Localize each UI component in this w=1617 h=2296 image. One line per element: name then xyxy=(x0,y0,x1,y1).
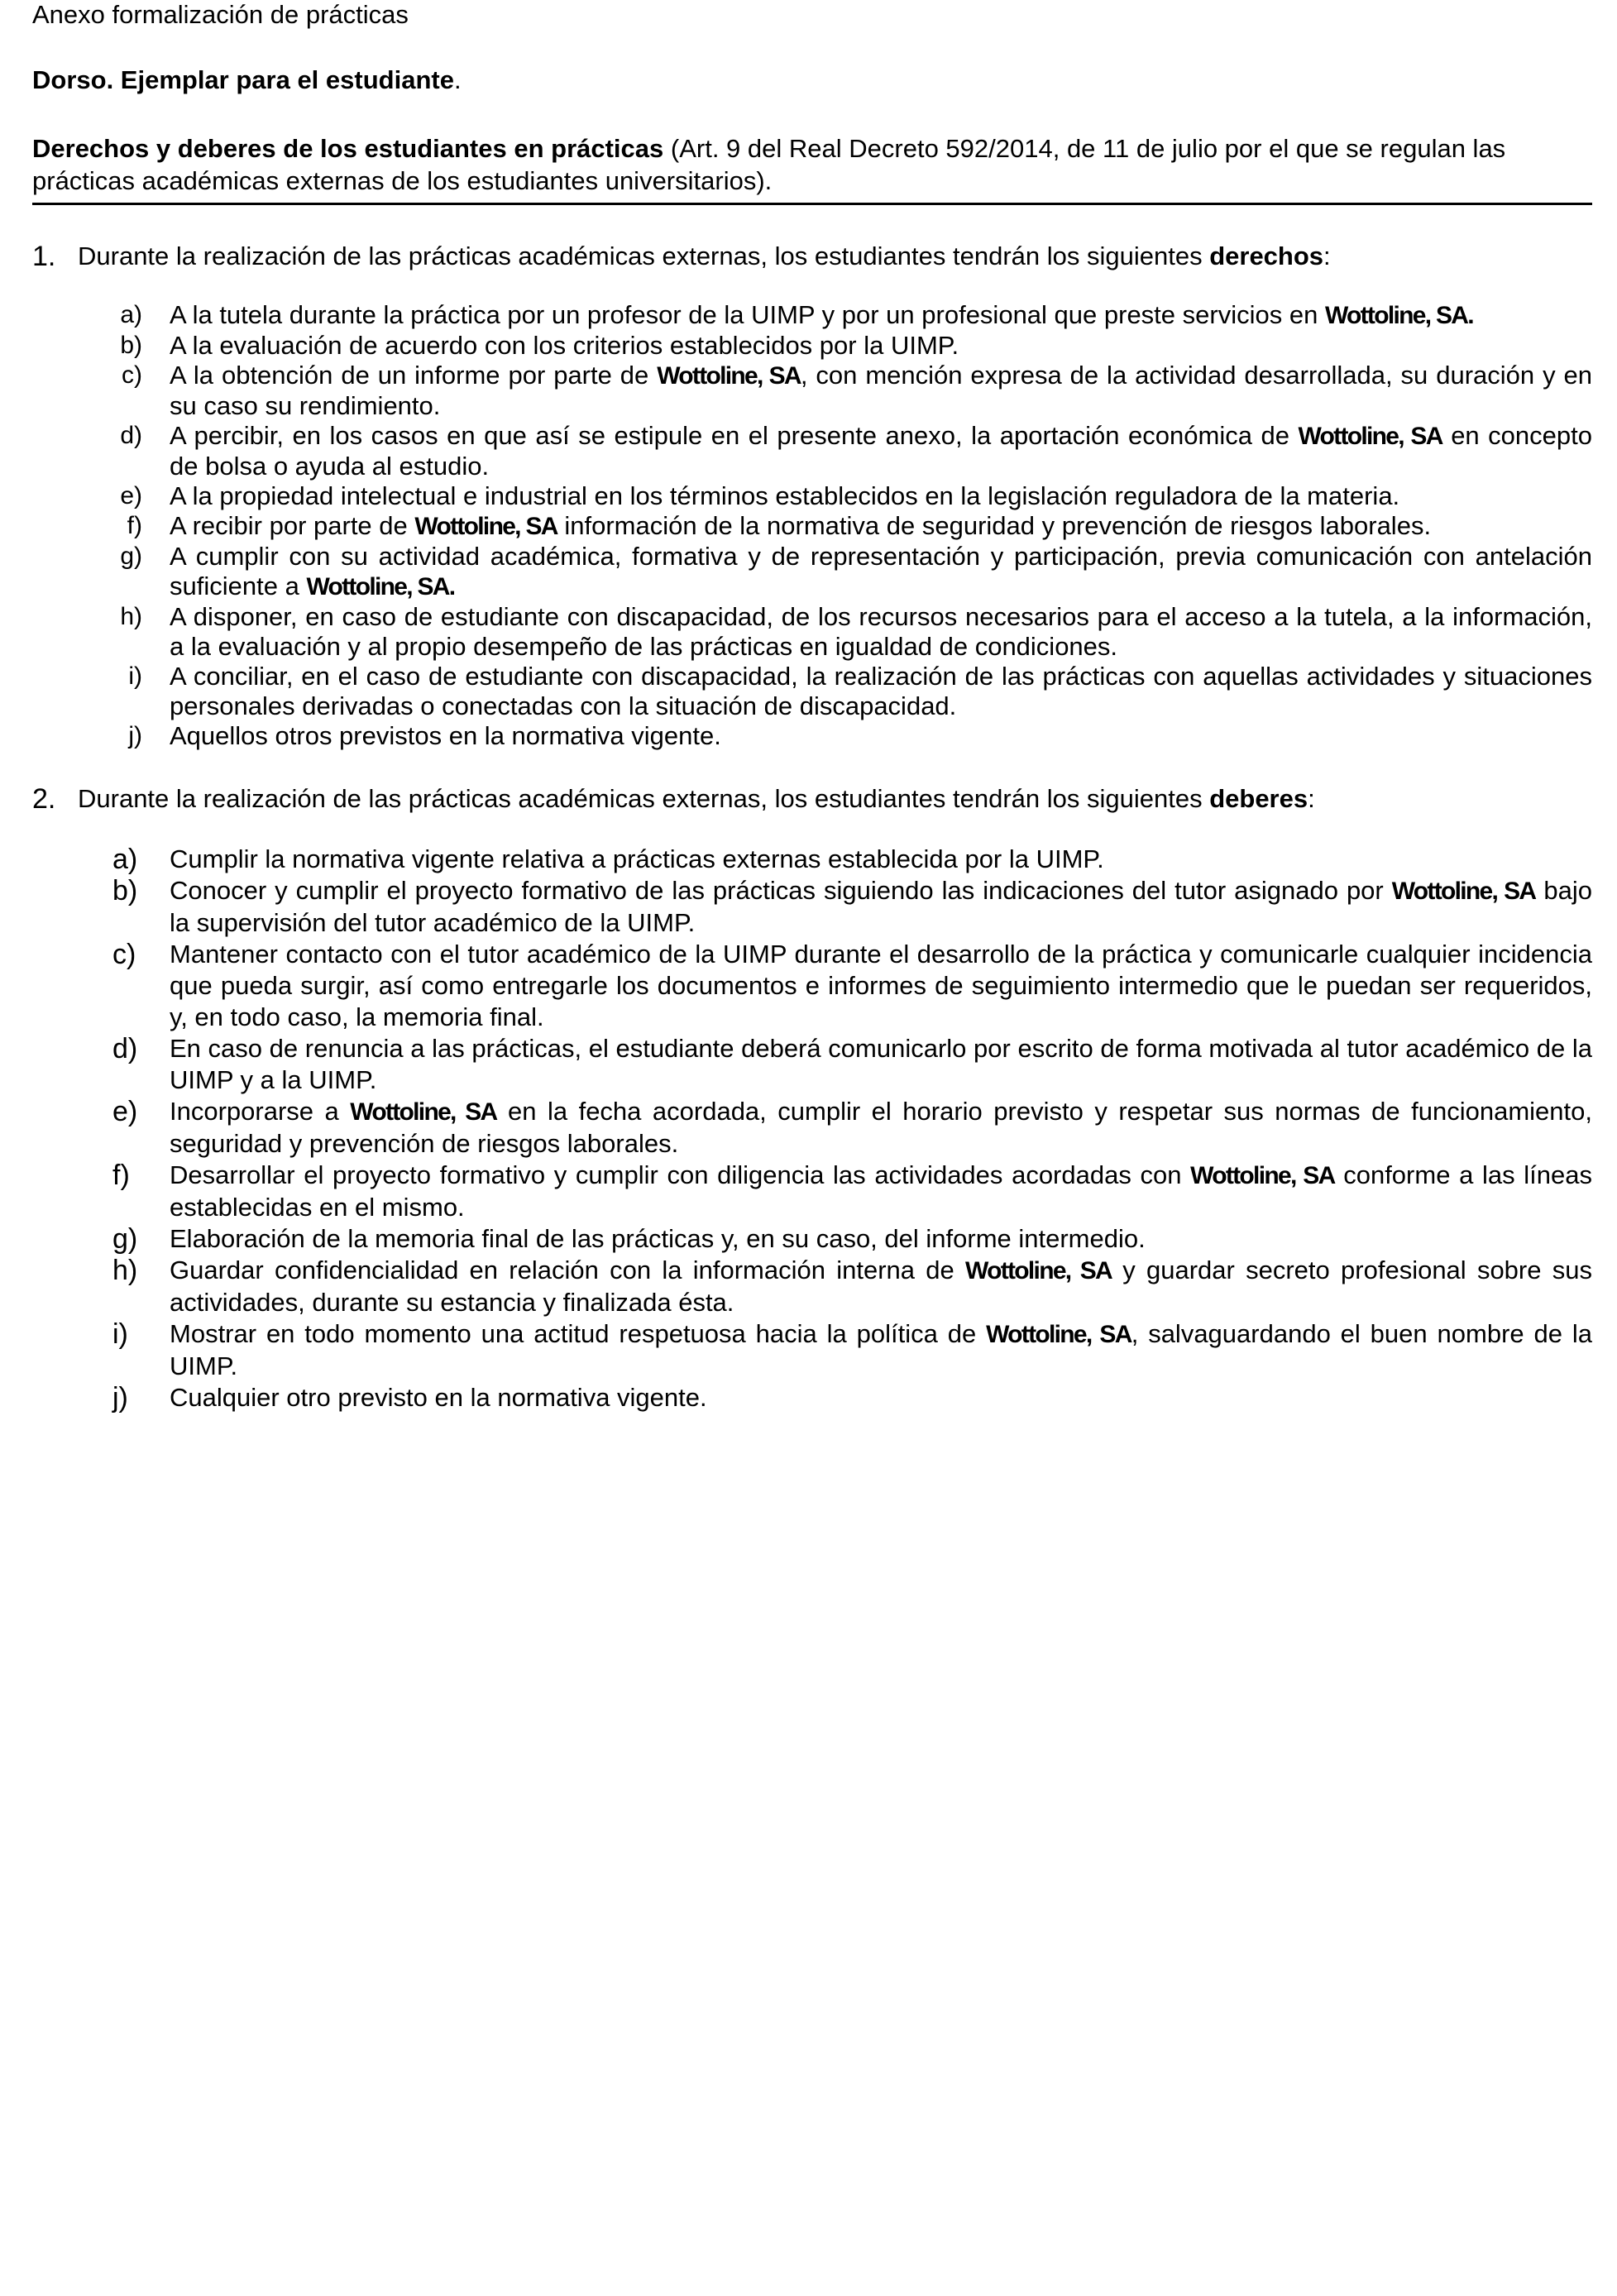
bold-text: deberes xyxy=(1209,784,1308,813)
text-run: A la evaluación de acuerdo con los criterios establecidos por la UIMP. xyxy=(170,331,959,360)
list-item xyxy=(32,1033,1592,1096)
text-run: Conocer y cumplir el proyecto formativo de las prácticas siguiendo las indicaciones del tutor asignado por xyxy=(170,876,1392,905)
list-item-text xyxy=(170,481,1592,511)
list-item xyxy=(32,1382,1592,1413)
list-item-label: i) xyxy=(128,662,142,690)
list-item-label: a) xyxy=(112,844,138,875)
bold-text: Dorso. Ejemplar para el estudiante xyxy=(32,65,454,94)
text-run: y guardar secreto profesional sobre sus actividades, durante su estancia y finalizada ésta. xyxy=(170,1256,1592,1317)
text-run: Elaboración de la memoria final de las prácticas y, en su caso, del informe intermedio. xyxy=(170,1224,1146,1253)
text-run: . xyxy=(453,65,462,94)
text-run: A percibir, en los casos en que así se estipule en el presente anexo, la aportación económica de xyxy=(170,421,1299,450)
text-run: A cumplir con su actividad académica, formativa y de representación y participación, previa comunicación con antelación suficiente a xyxy=(170,542,1592,600)
list-item-text xyxy=(170,1255,1592,1318)
list-item xyxy=(32,542,1592,602)
text-run: A la tutela durante la práctica por un profesor de la UIMP y por un profesional que preste servicios en xyxy=(170,300,1325,329)
section-heading xyxy=(32,783,1592,815)
text-run: en concepto de bolsa o ayuda al estudio. xyxy=(170,421,1592,481)
list-item-text xyxy=(170,844,1592,875)
text-run: , con mención expresa de la actividad desarrollada, su duración y en su caso su rendimiento. xyxy=(170,361,1592,420)
text-run: (Art. 9 del Real Decreto 592/2014, de 11 de julio por el que se regulan las prácticas académicas externas de los estudiantes universitarios). xyxy=(32,134,1506,195)
divider-rule xyxy=(32,203,1592,205)
list-item-text xyxy=(170,331,1592,361)
text-run: Aquellos otros previstos en la normativa vigente. xyxy=(170,721,721,750)
text-run: : xyxy=(1323,242,1331,270)
list-item-label: b) xyxy=(120,332,142,359)
list-item-label: g) xyxy=(112,1223,138,1255)
list-item-text xyxy=(170,1033,1592,1096)
text-run: Durante la realización de las prácticas académicas externas, los estudiantes tendrán los siguientes xyxy=(78,242,1210,270)
company-name: Wottoline, SA xyxy=(1391,878,1536,905)
section-duties xyxy=(32,783,1592,1413)
list-item-label: c) xyxy=(122,361,142,389)
text-run: conforme a las líneas establecidas en el mismo. xyxy=(170,1160,1593,1222)
list-item-text xyxy=(170,1160,1592,1223)
list-item-label: e) xyxy=(112,1096,138,1127)
list-item-label: d) xyxy=(120,422,142,449)
company-name: Wottoline, SA xyxy=(350,1098,497,1126)
list-item xyxy=(32,602,1592,662)
list-item xyxy=(32,300,1592,331)
section-heading-text xyxy=(78,241,1592,272)
list-item xyxy=(32,481,1592,511)
list-item xyxy=(32,875,1592,939)
company-name: Wottoline, SA. xyxy=(1324,302,1473,329)
text-run: en la fecha acordada, cumplir el horario previsto y respetar sus normas de funcionamiento, seguridad y prevención de riesgos laborales. xyxy=(170,1097,1592,1158)
section-heading xyxy=(32,241,1592,272)
text-run: A la obtención de un informe por parte de xyxy=(170,361,658,390)
list-item xyxy=(32,421,1592,481)
list-item-text xyxy=(170,1318,1592,1382)
text-run: bajo la supervisión del tutor académico de la UIMP. xyxy=(170,876,1592,937)
list-item-text xyxy=(170,361,1592,421)
company-name: Wottoline, SA xyxy=(986,1321,1131,1348)
company-name: Wottoline, SA xyxy=(965,1257,1112,1284)
list-item-label: a) xyxy=(120,301,142,328)
list-item-text xyxy=(170,511,1592,542)
text-run: A recibir por parte de xyxy=(170,511,415,540)
list-item-text xyxy=(170,300,1592,331)
list-item-label: j) xyxy=(112,1382,128,1413)
company-name: Wottoline, SA xyxy=(414,513,557,540)
text-run: Mantener contacto con el tutor académico de la UIMP durante el desarrollo de la práctica y comunicarle cualquier incidencia que pueda surgir, así como entregarle los documentos e informes de seguimiento intermedio que le puedan ser requeridos, y, en todo caso, la memoria final. xyxy=(170,940,1592,1031)
list-item-text xyxy=(170,939,1592,1033)
list-item-label: b) xyxy=(112,875,138,906)
text-run: Cumplir la normativa vigente relativa a prácticas externas establecida por la UIMP. xyxy=(170,844,1104,873)
list-item-label: h) xyxy=(112,1255,138,1286)
text-run: A conciliar, en el caso de estudiante con discapacidad, la realización de las prácticas con aquellas actividades y situaciones personales derivadas o conectadas con la situación de discapacidad. xyxy=(170,662,1592,720)
text-run: : xyxy=(1308,784,1315,813)
list-item-text xyxy=(170,542,1592,602)
list-item-text xyxy=(170,602,1592,662)
document-title: Anexo formalización de prácticas xyxy=(32,0,409,29)
list-item-label: i) xyxy=(112,1318,128,1350)
section-number: 2. xyxy=(32,783,56,815)
list-item-label: c) xyxy=(112,939,136,970)
list-item-label: f) xyxy=(112,1160,130,1191)
list-item-label: h) xyxy=(120,603,142,630)
text-run: A disponer, en caso de estudiante con discapacidad, de los recursos necesarios para el acceso a la tutela, a la información, a la evaluación y al propio desempeño de las prácticas en igualdad de condiciones. xyxy=(170,602,1592,661)
list-item-label: f) xyxy=(127,512,142,539)
text-run: Desarrollar el proyecto formativo y cumplir con diligencia las actividades acordadas con xyxy=(170,1160,1191,1189)
list-item xyxy=(32,844,1592,875)
list-item-text xyxy=(170,1096,1592,1160)
list-item xyxy=(32,331,1592,361)
list-item xyxy=(32,1255,1592,1318)
text-run: Cualquier otro previsto en la normativa vigente. xyxy=(170,1383,707,1412)
list-item xyxy=(32,1096,1592,1160)
company-name: Wottoline, SA xyxy=(1298,423,1442,450)
text-run: En caso de renuncia a las prácticas, el estudiante deberá comunicarlo por escrito de forma motivada al tutor académico de la UIMP y a la UIMP. xyxy=(170,1034,1592,1094)
list-item-label: g) xyxy=(120,543,142,570)
text-run: información de la normativa de seguridad y prevención de riesgos laborales. xyxy=(557,511,1432,540)
document-subtitle xyxy=(32,65,1592,95)
text-run: Incorporarse a xyxy=(170,1097,351,1126)
company-name: Wottoline, SA xyxy=(657,362,801,390)
list-item xyxy=(32,662,1592,721)
list-item xyxy=(32,1318,1592,1382)
company-name: Wottoline, SA xyxy=(1190,1162,1335,1189)
text-run: Guardar confidencialidad en relación con la información interna de xyxy=(170,1256,966,1284)
list-item xyxy=(32,361,1592,421)
company-name: Wottoline, SA. xyxy=(306,573,455,600)
list-item-label: e) xyxy=(120,482,142,509)
list-item-label: j) xyxy=(128,722,142,749)
duties-list xyxy=(32,844,1592,1413)
list-item-text xyxy=(170,1382,1592,1413)
list-item xyxy=(32,939,1592,1033)
list-item xyxy=(32,1160,1592,1223)
list-item xyxy=(32,1223,1592,1255)
section-rights xyxy=(32,241,1592,751)
rights-list xyxy=(32,300,1592,751)
list-item-text xyxy=(170,721,1592,751)
text-run: Mostrar en todo momento una actitud respetuosa hacia la política de xyxy=(170,1319,987,1348)
text-run: , salvaguardando el buen nombre de la UIMP. xyxy=(170,1319,1592,1380)
section-number: 1. xyxy=(32,241,56,272)
text-run: Durante la realización de las prácticas académicas externas, los estudiantes tendrán los siguientes xyxy=(78,784,1210,813)
bold-text: derechos xyxy=(1209,242,1324,270)
list-item-text xyxy=(170,1223,1592,1255)
list-item xyxy=(32,721,1592,751)
list-item xyxy=(32,511,1592,542)
section-heading-text xyxy=(78,783,1592,815)
list-item-label: d) xyxy=(112,1033,138,1064)
list-item-text xyxy=(170,662,1592,721)
list-item-text xyxy=(170,875,1592,939)
intro-paragraph xyxy=(32,132,1592,197)
bold-text: Derechos y deberes de los estudiantes en prácticas xyxy=(32,134,664,163)
text-run: A la propiedad intelectual e industrial en los términos establecidos en la legislación reguladora de la materia. xyxy=(170,481,1400,510)
list-item-text xyxy=(170,421,1592,481)
